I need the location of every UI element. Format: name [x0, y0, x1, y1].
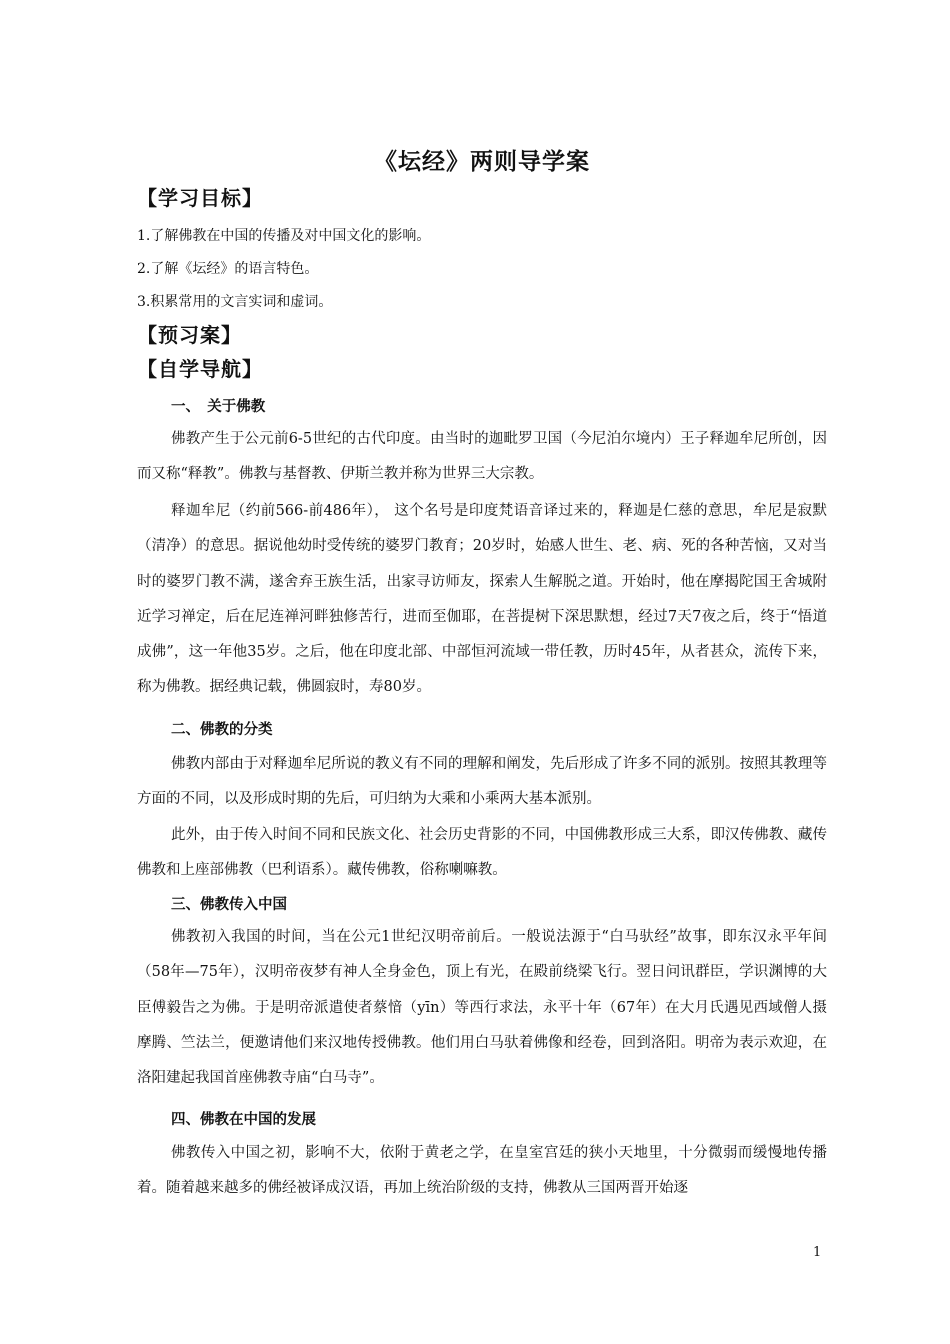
goal-item-2: 2.了解《坛经》的语言特色。 [137, 261, 319, 277]
section-heading-classification: 二、佛教的分类 [171, 722, 273, 738]
paragraph-shakyamuni: 释迦牟尼（约前566-前486年）， 这个名号是印度梵语音译过来的，释迦是仁慈的意思，牟尼是寂默（清净）的意思。据说他幼时受传统的婆罗门教育；20岁时，始感人世生、老、病、死的各种苦恼，又对当时的婆罗门教不满，遂舍弃王族生活，出家寻访师友，探索人生解脱之道。开始时，他在摩揭陀国王舍城附近学习禅定，后在尼连禅河畔独修苦行，进而至伽耶，在菩提树下深思默想，经过7天7夜之后，终于“悟道成佛”，这一年他35岁。之后，他在印度北部、中部恒河流域一带任教，历时45年，从者甚众，流传下来，称为佛教。据经典记载，佛圆寂时，寿80岁。 [137, 503, 827, 696]
goals-heading: 【学习目标】 [137, 186, 263, 210]
paragraph-development: 佛教传入中国之初，影响不大，依附于黄老之学，在皇室宫廷的狭小天地里，十分微弱而缓慢地传播着。随着越来越多的佛经被译成汉语，再加上统治阶级的支持，佛教从三国两晋开始逐 [137, 1145, 827, 1197]
guide-heading: 【自学导航】 [137, 357, 263, 381]
section-heading-introduction: 三、佛教传入中国 [171, 897, 287, 913]
paragraph-white-horse: 佛教初入我国的时间，当在公元1世纪汉明帝前后。一般说法源于“白马驮经”故事，即东汉永平年间（58年—75年），汉明帝夜梦有神人全身金色，顶上有光，在殿前绕梁飞行。翌日问讯群臣，学识渊博的大臣傅毅告之为佛。于是明帝派遣使者蔡愔（yīn）等西行求法，永平十年（67年）在大月氏遇见西域僧人摄摩腾、竺法兰，便邀请他们来汉地传授佛教。他们用白马驮着佛像和经卷，回到洛阳。明帝为表示欢迎，在洛阳建起我国首座佛教寺庙“白马寺”。 [137, 929, 827, 1087]
paragraph-origin: 佛教产生于公元前6-5世纪的古代印度。由当时的迦毗罗卫国（今尼泊尔境内）王子释迦牟尼所创，因而又称“释教”。佛教与基督教、伊斯兰教并称为世界三大宗教。 [137, 431, 827, 483]
preview-heading: 【预习案】 [137, 323, 242, 347]
page-title: 《坛经》两则导学案 [374, 149, 590, 175]
paragraph-three-systems: 此外，由于传入时间不同和民族文化、社会历史背影的不同，中国佛教形成三大系，即汉传佛教、藏传佛教和上座部佛教（巴利语系）。藏传佛教，俗称喇嘛教。 [137, 827, 827, 879]
goal-item-3: 3.积累常用的文言实词和虚词。 [137, 294, 333, 310]
goal-item-1: 1.了解佛教在中国的传播及对中国文化的影响。 [137, 228, 431, 244]
paragraph-schools: 佛教内部由于对释迦牟尼所说的教义有不同的理解和阐发，先后形成了许多不同的派别。按照其教理等方面的不同，以及形成时期的先后，可归纳为大乘和小乘两大基本派别。 [137, 756, 827, 808]
page-number: 1 [813, 1245, 822, 1260]
section-heading-development: 四、佛教在中国的发展 [171, 1112, 316, 1128]
section-heading-about-buddhism: 一、 关于佛教 [171, 399, 266, 415]
